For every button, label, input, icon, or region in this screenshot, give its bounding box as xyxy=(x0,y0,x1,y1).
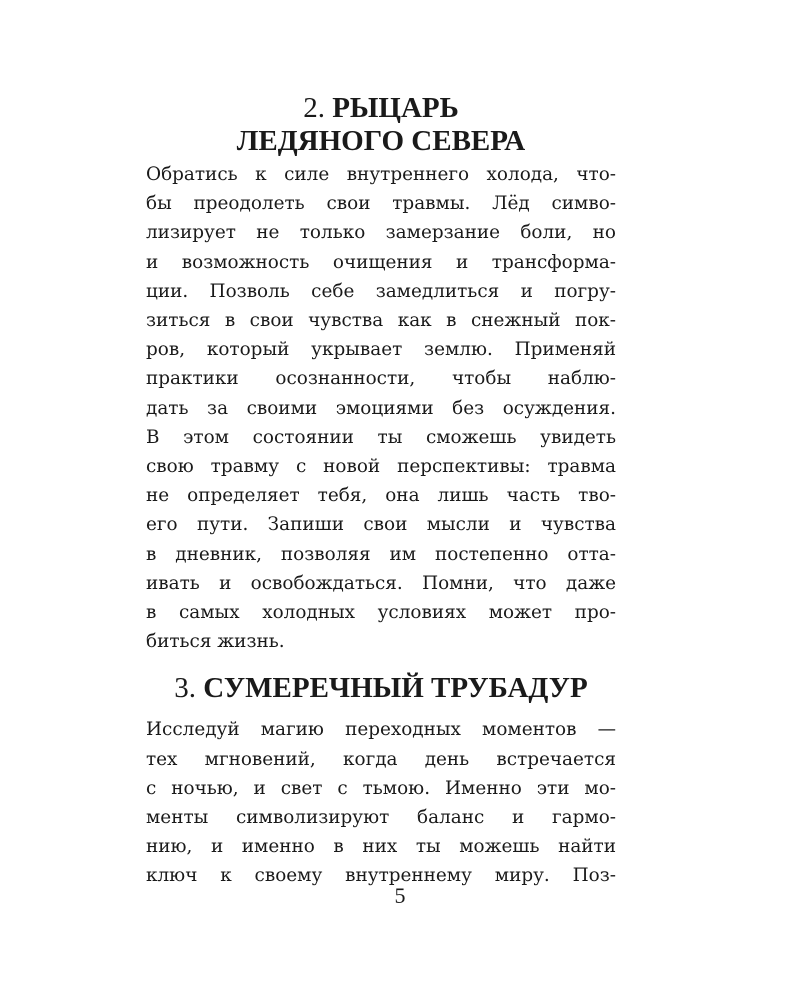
text-line: в самых холодных условиях может про- xyxy=(146,602,616,624)
section-paragraph xyxy=(146,160,616,656)
section-knight-of-icy-north xyxy=(146,92,616,656)
text-line: В этом состоянии ты сможешь увидеть xyxy=(146,426,616,448)
text-line: Исследуй магию переходных моментов — xyxy=(146,719,616,741)
text-line: и возможность очищения и трансформа- xyxy=(146,251,616,273)
text-line: ров, который укрывает землю. Применяй xyxy=(146,339,616,361)
page-number: 5 xyxy=(394,883,406,908)
text-line: менты символизируют баланс и гармо- xyxy=(146,807,616,829)
text-line: Обратись к силе внутреннего холода, что- xyxy=(146,164,616,185)
text-line: ивать и освобождаться. Помни, что даже xyxy=(146,572,616,594)
section-heading-line-1 xyxy=(146,92,616,125)
section-heading xyxy=(146,672,616,705)
text-line: лизирует не только замерзание боли, но xyxy=(146,222,616,244)
section-number: 3. xyxy=(174,672,197,705)
text-line: свою травму с новой перспективы: травма xyxy=(146,456,616,478)
text-line: тех мгновений, когда день встречается xyxy=(146,748,616,770)
text-line: с ночью, и свет с тьмою. Именно эти мо- xyxy=(146,777,616,799)
text-line: нию, и именно в них ты можешь найти xyxy=(146,836,616,858)
section-heading xyxy=(146,92,616,158)
text-line: в дневник, позволяя им постепенно отта- xyxy=(146,543,616,565)
section-heading-line-2: ЛЕДЯНОГО СЕВЕРА xyxy=(236,125,526,157)
section-title-part: РЫЦАРЬ xyxy=(332,92,459,124)
text-line: зиться в свои чувства как в снежный пок- xyxy=(146,310,616,332)
book-page xyxy=(146,92,616,891)
text-line: биться жизнь. xyxy=(146,631,285,653)
section-title-part: СУМЕРЕЧНЫЙ ТРУБАДУР xyxy=(203,672,588,705)
text-line: не определяет тебя, она лишь часть тво- xyxy=(146,485,616,507)
text-line: ции. Позволь себе замедлиться и погру- xyxy=(146,280,616,302)
text-line: практики осознанности, чтобы наблю- xyxy=(146,368,616,390)
text-line: дать за своими эмоциями без осуждения. xyxy=(146,397,616,419)
section-paragraph xyxy=(146,715,616,890)
section-twilight-troubadour xyxy=(146,672,616,890)
section-number: 2. xyxy=(303,92,325,124)
text-line: ключ к своему внутреннему миру. Поз- xyxy=(146,865,616,887)
text-line: бы преодолеть свои травмы. Лёд симво- xyxy=(146,193,616,215)
section-heading-line-1 xyxy=(146,672,616,705)
text-line: его пути. Запиши свои мысли и чувства xyxy=(146,514,616,536)
